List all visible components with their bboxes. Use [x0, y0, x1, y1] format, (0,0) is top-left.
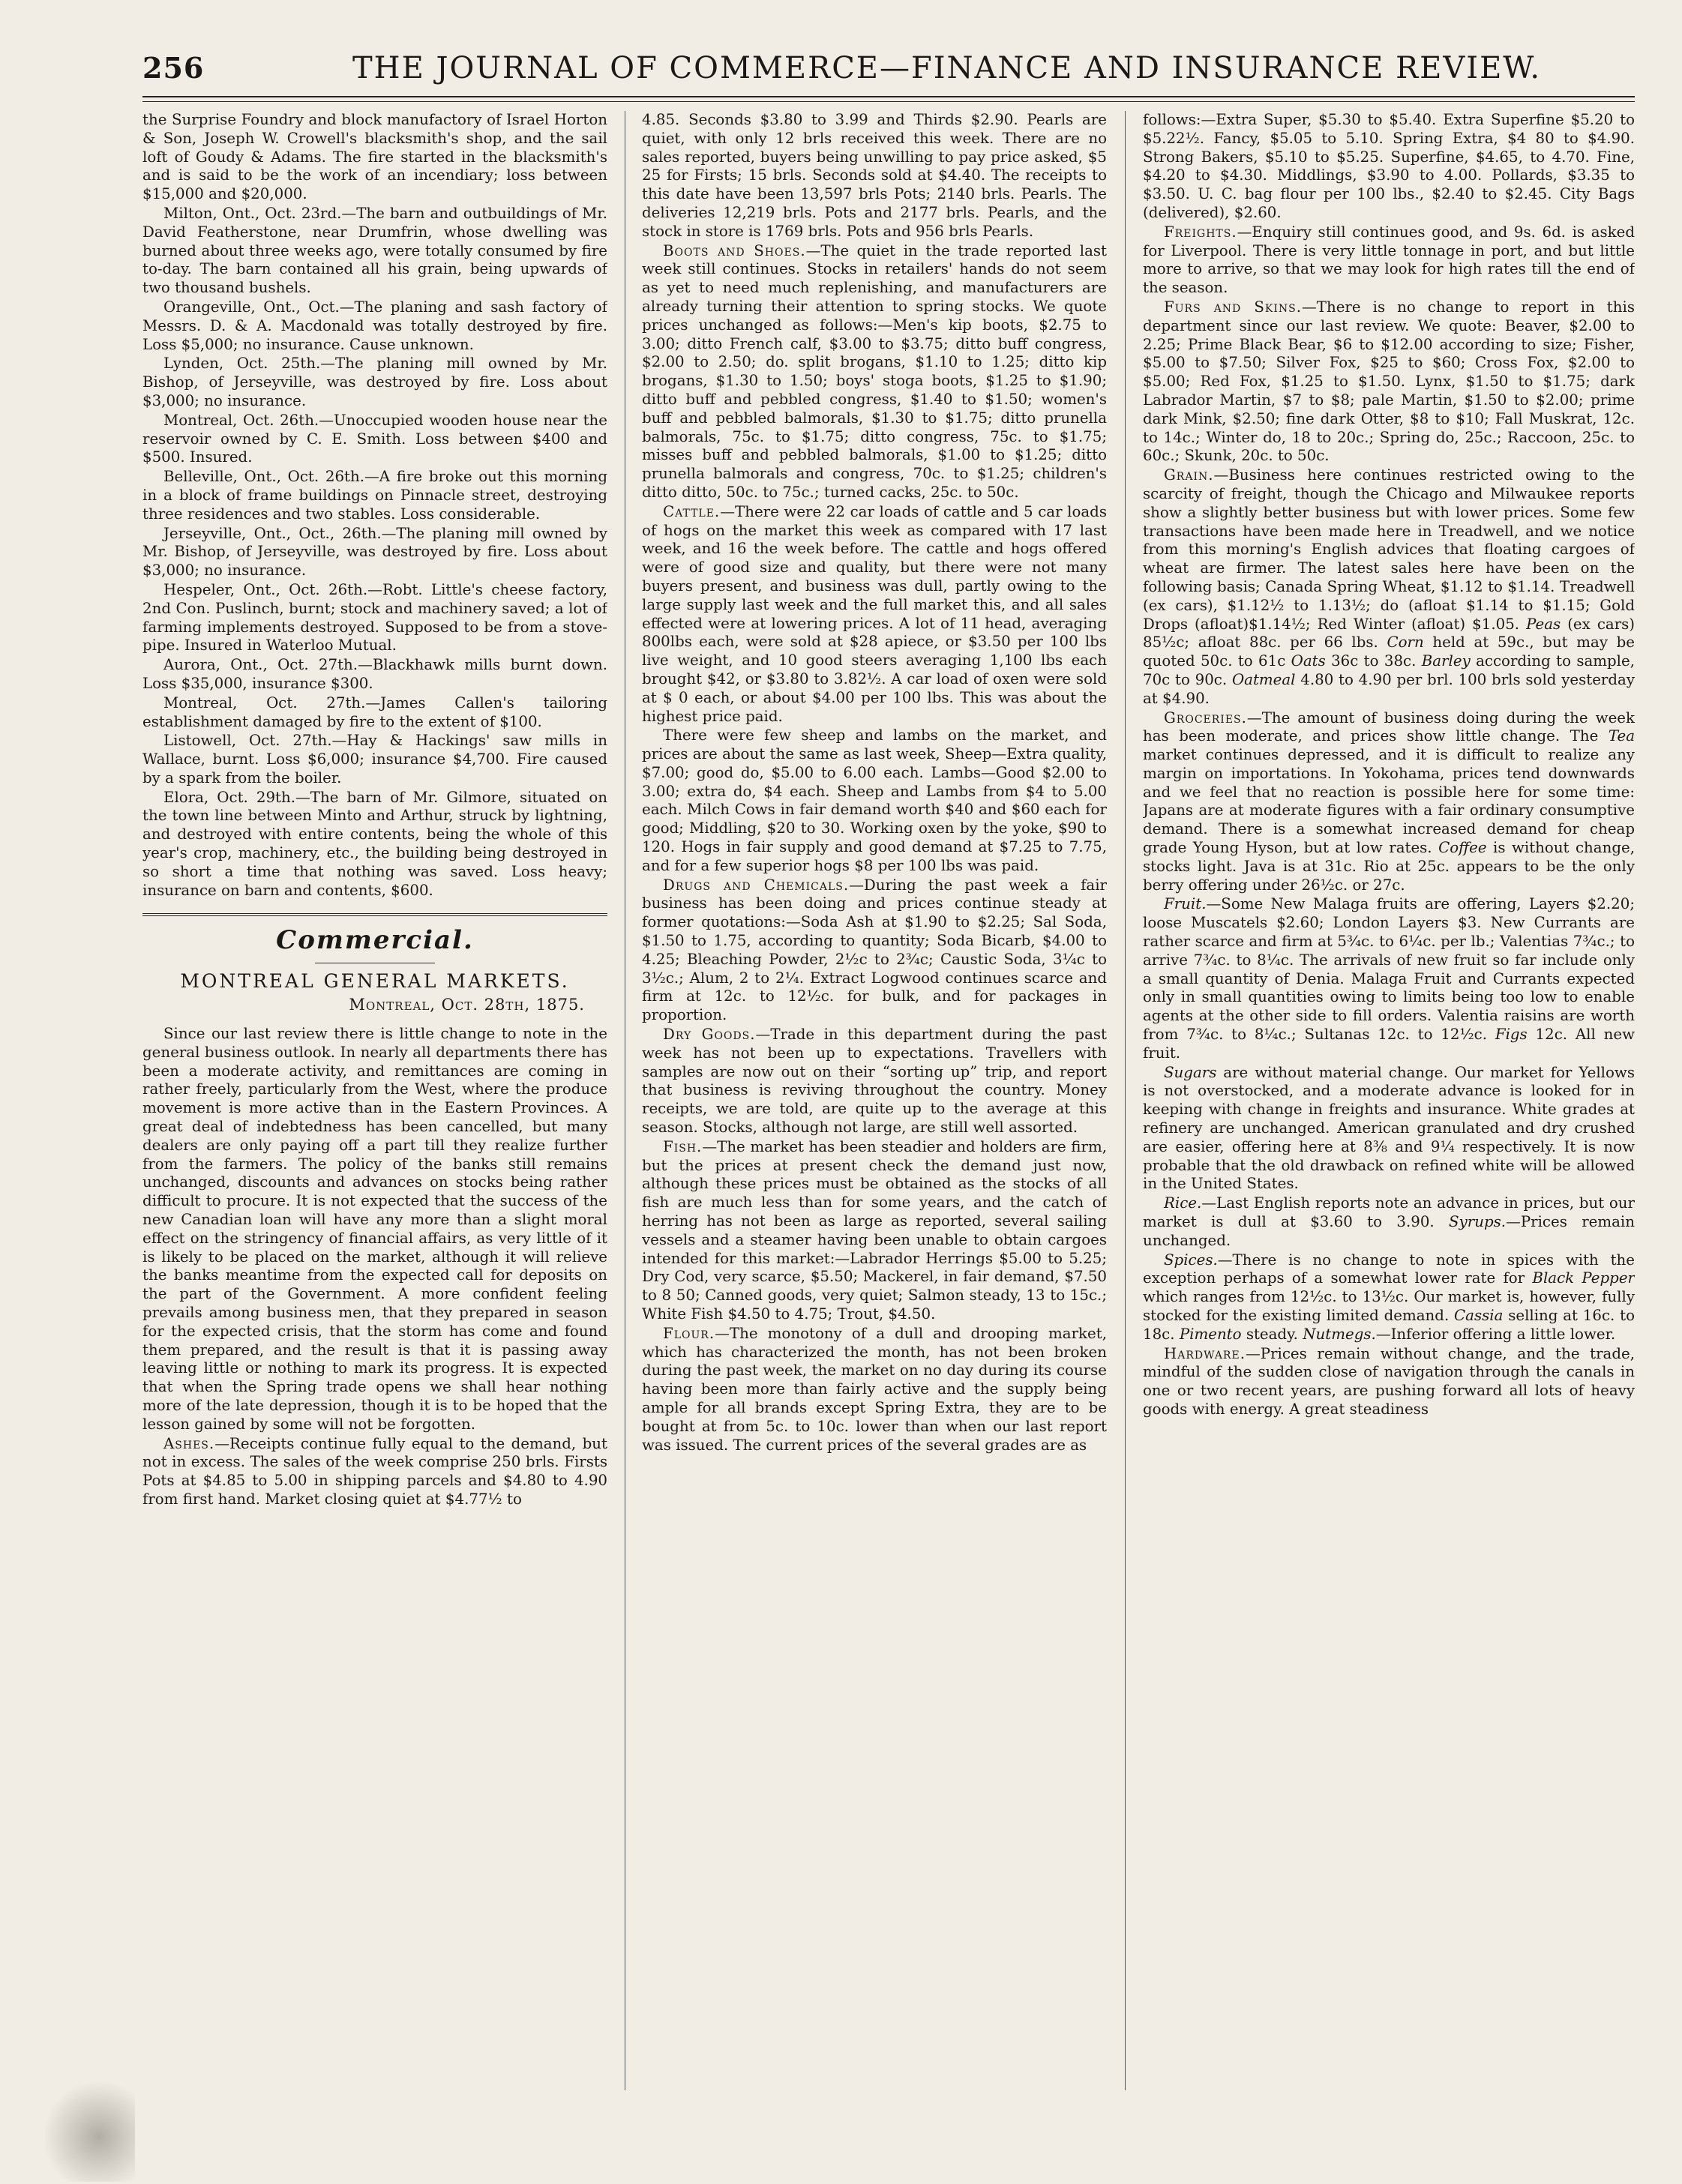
sheep-paragraph: There were few sheep and lambs on the market, and prices are about the same as last week, Sheep—Extra quality, $7.00; good do, $5.00 to 6.00 each. Lambs—Good $2.00 to 3.00; extra do, $4 each. Sheep and Lambs from $4 to 5.00 each. Milch Cows in fair demand worth $40 and $60 each for good; Middling, $20 to 30. Working oxen by the yoke, $90 to 120. Hogs in fair supply and good demand at $7.25 to 7.75, and for a few superior hogs $8 per 100 lbs was paid.: [642, 727, 1107, 874]
hardware-lead: Hardware.: [1164, 1344, 1246, 1362]
fire-report: Elora, Oct. 29th.—The barn of Mr. Gilmore, situated on the town line between Minto and Arthur, struck by lightning, and destroyed with entire contents, being the whole of this year's crop, machinery, etc., the building being destroyed in so short a time that nothing was saved. Loss heavy; insurance on barn and contents, $600.: [142, 788, 607, 899]
oatmeal-label: Oatmeal: [1231, 670, 1296, 688]
flour-paragraph: [642, 1325, 1107, 1455]
ashes-paragraph: [142, 1435, 607, 1509]
syrups-text: —Prices remain unchanged.: [1143, 1213, 1635, 1249]
grain-paragraph: [1143, 466, 1635, 708]
article-title: MONTREAL GENERAL MARKETS.: [180, 970, 570, 993]
furs-lead: Furs and Skins.: [1164, 298, 1302, 316]
rice-lead: Rice.: [1164, 1194, 1202, 1212]
dry-goods-text: —Trade in this department during the past week has not been up to expectations. Travellers with samples are now out on their “sorting up” trip, and report that business is reviving throughout the country. Money receipts, we are told, are quite up to the average at this season. Stocks, although not large, are still well assorted.: [642, 1026, 1107, 1137]
fruit-lead: Fruit.: [1164, 895, 1207, 913]
fire-report: Listowell, Oct. 27th.—Hay & Hackings' saw mills in Wallace, burnt. Loss $6,000; insurance $4,700. Fire caused by a spark from the boiler.: [142, 732, 607, 786]
boots-text: —The quiet in the trade reported last week still continues. Stocks in retailers' hands do not seem as yet to need much replenishing, and manufacturers are already turning their attention to spring stocks. We quote prices unchanged as follows:—Men's kip boots, $2.75 to 3.00; ditto French calf, $3.00 to $3.75; ditto buff congress, $2.00 to 2.50; do. split brogans, $1.10 to 1.25; ditto kip brogans, $1.30 to 1.50; boys' stoga boots, $1.25 to $1.90; ditto buff and pebbled congress, $1.40 to $1.50; women's buff and pebbled balmorals, $1.30 to $1.75; ditto prunella balmorals, 75c. to $1.75; ditto congress, 75c. to $1.75; misses buff and pebbled balmorals, $1.00 to $1.25; ditto prunella balmorals and congress, 70c. to $1.25; children's ditto ditto, 50c. to 75c.; turned cacks, 25c. to 50c.: [642, 241, 1107, 501]
furs-paragraph: [1143, 298, 1635, 466]
pimento-label: Pimento: [1179, 1325, 1242, 1343]
freights-paragraph: [1143, 223, 1635, 298]
fruit-text: —Some New Malaga fruits are offering, Layers $2.20; loose Muscatels $2.60; London Layers $3. New Currants are rather scarce and firm at 5¾c. to 6¼c. per lb.; Valentias 7¾c.; to arrive 7¾c. to 8¼c. The arrivals of new fruit so far include only a small quantity of Denia. Malaga Fruit and Currants expected only in small quantities owing to limits being too low to enable agents at the other side to fill orders. Valentia raisins are worth from 7¾c. to 8¼c.; Sultanas 12c. to 12½c.: [1143, 895, 1635, 1044]
ashes-text: —Receipts continue fully equal to the demand, but not in excess. The sales of the week comprise 250 brls. Firsts Pots at $4.85 to 5.00 in shipping parcels and $4.80 to 4.90 from first hand. Market closing quiet at $4.77½ to: [142, 1434, 607, 1508]
spices-text: selling at 16c. to 18c.: [1143, 1307, 1635, 1343]
black-pepper-label: Black Pepper: [1532, 1269, 1635, 1287]
section-divider: [142, 913, 607, 916]
sugars-text: are without material change. Our market for Yellows is not overstocked, and a moderate advance is looked for in keeping with change in freights and insurance. White grades at refinery are unchanged. American granulated and dry crushed are easier, offering here at 8⅜ and 9¼ respectively. It is now probable that the old drawback on refined white will be allowed in the United States.: [1143, 1063, 1635, 1193]
column-1: [142, 111, 607, 2150]
groceries-text: is without change, stocks light. Java is at 31c. Rio at 25c. appears to be the only berry offering under 26½c. or 27c.: [1143, 839, 1635, 894]
section-heading-commercial: Commercial.: [276, 925, 474, 956]
fish-lead: Fish.: [663, 1137, 703, 1155]
fire-report: Montreal, Oct. 27th.—James Callen's tailoring establishment damaged by fire to the extent of $100.: [142, 694, 607, 730]
nutmegs-label: Nutmegs.: [1303, 1325, 1376, 1343]
flour-lead: Flour.: [663, 1324, 715, 1342]
dry-goods-paragraph: [642, 1026, 1107, 1137]
fire-report: Aurora, Ont., Oct. 27th.—Blackhawk mills burnt down. Loss $35,000, insurance $300.: [142, 656, 607, 692]
grain-text: (ex cars) 85½c; afloat 88c. per 66 lbs.: [1143, 615, 1635, 652]
dateline: Montreal, Oct. 28th, 1875.: [349, 996, 585, 1014]
market-intro-paragraph: Since our last review there is little change to note in the general business outlook. In nearly all departments there has been a moderate activity, and remittances are coming in rather freely, particularly from the West, where the produce movement is more active than in the Eastern Provinces. A great deal of indebtedness has been cancelled, but many dealers are only paying off a part till they realize further from the farmers. The policy of the banks still remains unchanged, discounts and advances on stocks being rather difficult to procure. It is not expected that the success of the new Canadian loan will have any more than a slight moral effect on the stringency of financial affairs, as very little of it is likely to be placed on the market, although it will relieve the banks meantime from the expected call for deposits on the part of the Government. A more confident feeling prevails among business men, that they prepared in season for the expected crisis, that the storm has come and found them prepared, and the result is that it is passing away leaving little or nothing to mark its progress. It is expected that when the Spring trade opens we shall hear nothing more of the late depression, though it is to be hoped that the lesson gained by some will not be forgotten.: [142, 1025, 607, 1433]
furs-text: —There is no change to report in this department since our last review. We quote: Beaver, $2.00 to 2.25; Prime Black Bear, $6 to $12.00 according to size; Fisher, $5.00 to $7.50; Silver Fox, $25 to $60; Cross Fox, $2.00 to $5.00; Red Fox, $1.25 to $1.50. Lynx, $1.50 to $1.75; dark Labrador Martin, $7 to $8; pale Martin, $1.50 to $2.00; prime dark Mink, $2.50; fine dark Otter, $8 to $10; Fall Muskrat, 12c. to 14c.; Winter do, 18 to 20c.; Spring do, 25c.; Raccoon, 25c. to 60c.; Skunk, 20c. to 50c.: [1143, 298, 1635, 465]
cattle-paragraph: [642, 503, 1107, 727]
fire-report: Orangeville, Ont., Oct.—The planing and sash factory of Messrs. D. & A. Macdonald was totally destroyed by fire. Loss $5,000; no insurance. Cause unknown.: [142, 298, 607, 353]
grain-text: 36c to 38c.: [1325, 652, 1417, 670]
fish-text: —The market has been steadier and holders are firm, but the prices at present check the demand just now, although these prices must be obtained as the stocks of all fish are much less than for some years, and the catch of herring has not been as large as reported, several sailing vessels and a steamer having been unable to obtain cargoes intended for this market:—Labrador Herrings $5.00 to 5.25; Dry Cod, very scarce, $5.50; Mackerel, in fair demand, $7.50 to 8 50; Canned goods, very quiet; Salmon steady, 13 to 15c.; White Fish $4.50 to 4.75; Trout, $4.50.: [642, 1137, 1107, 1323]
hardware-paragraph: [1143, 1345, 1635, 1419]
running-title: THE JOURNAL OF COMMERCE—FINANCE AND INSURANCE REVIEW.: [352, 51, 1542, 85]
ashes-continued: 4.85. Seconds $3.80 to 3.99 and Thirds $2.90. Pearls are quiet, with only 12 brls received this week. There are no sales reported, buyers being unwilling to pay price asked, $5 25 for Firsts; 15 brls. Seconds sold at $4.40. The receipts to this date have been 13,597 brls Pots; 2140 brls. Pearls. The deliveries 12,219 brls. Pots and 2177 brls. Pearls, and the stock in store is 1769 brls. Pots and 956 brls Pearls.: [642, 111, 1107, 240]
cattle-text: —There were 22 car loads of cattle and 5 car loads of hogs on the market this week as compared with 17 last week, and 16 the week before. The cattle and hogs offered were of good size and quality, but there were not many buyers present, and business was dull, partly owing to the large supply last week and the full market this, and all sales effected were at lowering prices. A lot of 11 head, averaging 800lbs each, were sold at $28 apiece, or $3.50 per 100 lbs live weight, and 10 good steers averaging 1,100 lbs each brought $42, or $3.80 to 3.82½. A car load of oxen were sold at $ 0 each, or about $4.00 per 100 lbs. This was about the highest price paid.: [642, 502, 1107, 725]
spices-text: which ranges from 12½c. to 13½c. Our market is, however, fully stocked for the existing limited demand.: [1143, 1288, 1635, 1324]
grain-text: held at 59c., but may be quoted 50c. to 61c: [1143, 634, 1635, 670]
sugars-paragraph: [1143, 1064, 1635, 1194]
column-2: [642, 111, 1107, 2150]
fire-reports: [142, 111, 607, 900]
tea-label: Tea: [1608, 727, 1635, 745]
freights-text: —Enquiry still continues good, and 9s. 6d. is asked for Liverpool. There is very little tonnage in port, and but little more to arrive, so that we may look for high rates till the end of the season.: [1143, 223, 1635, 297]
page-number: 256: [142, 51, 205, 85]
fire-report: Jerseyville, Ont., Oct., 26th.—The planing mill owned by Mr. Bishop, of Jerseyville, was destroyed by fire. Loss about $3,000; no insurance.: [142, 524, 607, 580]
column-divider: [1125, 111, 1126, 2090]
boots-lead: Boots and Shoes.: [663, 241, 806, 259]
drugs-lead: Drugs and Chemicals.: [663, 876, 850, 894]
fruit-text: 12c. All new fruit.: [1143, 1026, 1635, 1062]
grain-text: —Business here continues restricted owing to the scarcity of freight, though the Chicago and Milwaukee reports show a slightly better business but with lower prices. Some few transactions have been made here in Treadwell, and we notice from this morning's English advices that floating cargoes of wheat are firmer. The latest sales here have been on the following basis; Canada Spring Wheat, $1.12 to $1.14. Treadwell (ex cars), $1.12½ to 1.13½; do (afloat $1.14 to $1.15; Gold Drops (afloat)$1.14½; Red Winter (afloat) $1.05.: [1143, 466, 1635, 633]
spices-paragraph: [1143, 1251, 1635, 1344]
freights-lead: Freights.: [1164, 223, 1237, 241]
groceries-text: —The amount of business doing during the week has been moderate, and prices show little change. The: [1143, 709, 1635, 745]
drugs-paragraph: [642, 876, 1107, 1025]
barley-label: Barley: [1421, 652, 1471, 670]
dry-goods-lead: Dry Goods.: [663, 1026, 756, 1044]
sugars-lead: Sugars: [1164, 1063, 1217, 1081]
grain-text: according to sample, 70c to 90c.: [1143, 652, 1635, 688]
figs-label: Figs: [1495, 1026, 1528, 1044]
fire-report: Hespeler, Ont., Oct. 26th.—Robt. Little's cheese factory, 2nd Con. Puslinch, burnt; stock and machinery saved; a lot of farming implements destroyed. Supposed to be from a stove-pipe. Insured in Waterloo Mutual.: [142, 580, 607, 655]
grain-text: 4.80 to 4.90 per brl. 100 brls sold yesterday at $4.90.: [1143, 670, 1635, 707]
spices-lead: Spices.: [1164, 1251, 1218, 1269]
coffee-label: Coffee: [1438, 839, 1487, 857]
ink-smudge: [45, 2069, 135, 2182]
peas-label: Peas: [1526, 615, 1561, 633]
syrups-lead: Syrups.: [1449, 1213, 1507, 1231]
flour-text: —The monotony of a dull and drooping market, which has characterized the month, has not been broken during the past week, the market on no day during its course having been more than fairly active and the supply being ample for all brands except Spring Extra, they are to be bought at from 5c. to 10c. lower than when our last report was issued. The current prices of the several grades are as: [642, 1324, 1107, 1454]
boots-shoes-paragraph: [642, 242, 1107, 502]
spices-text: steady.: [1241, 1325, 1298, 1343]
fruit-paragraph: [1143, 895, 1635, 1062]
fish-paragraph: [642, 1138, 1107, 1324]
fire-report: Milton, Ont., Oct. 23rd.—The barn and outbuildings of Mr. David Featherstone, near Drumfrin, whose dwelling was burned about three weeks ago, were totally consumed by fire to-day. The barn contained all his grain, being upwards of two thousand bushels.: [142, 204, 607, 297]
fire-report: Lynden, Oct. 25th.—The planing mill owned by Mr. Bishop, of Jerseyville, was destroyed by fire. Loss about $3,000; no insurance.: [142, 355, 607, 409]
spices-text: —There is no change to note in spices with the exception perhaps of a somewhat lower rate for: [1143, 1251, 1635, 1287]
flour-continued: follows:—Extra Super, $5.30 to $5.40. Extra Superfine $5.20 to $5.22½. Fancy, $5.05 to 5.10. Spring Extra, $4 80 to $4.90. Strong Bakers, $5.10 to $5.25. Superfine, $4.65, to 4.70. Fine, $4.20 to $4.30. Middlings, $3.90 to 4.00. Pollards, $3.35 to $3.50. U. C. bag flour per 100 lbs., $2.40 to $2.45. City Bags (delivered), $2.60.: [1143, 111, 1635, 221]
ashes-lead: Ashes.: [163, 1434, 215, 1452]
cattle-lead: Cattle.: [663, 502, 721, 520]
fire-report: Montreal, Oct. 26th.—Unoccupied wooden house near the reservoir owned by C. E. Smith. Loss between $400 and $500. Insured.: [142, 411, 607, 466]
header-rule: [142, 96, 1635, 102]
column-3: [1143, 111, 1635, 2150]
page-header: [142, 42, 1635, 87]
rice-text: —Last English reports note an advance in prices, but our market is dull at $3.60 to 3.90.: [1143, 1194, 1635, 1231]
cassia-label: Cassia: [1454, 1307, 1504, 1324]
drugs-text: —During the past week a fair business has been doing and prices continue steady at former quotations:—Soda Ash at $1.90 to $2.25; Sal Soda, $1.50 to 1.75, according to quantity; Soda Bicarb, $4.00 to 4.25; Bleaching Powder, 2½c to 2¾c; Caustic Soda, 3¼c to 3½c.; Alum, 2 to 2¼. Extract Logwood continues scarce and firm at 12c. to 12½c. for bulk, and for packages in proportion.: [642, 876, 1107, 1024]
fire-report: Belleville, Ont., Oct. 26th.—A fire broke out this morning in a block of frame buildings on Pinnacle street, destroying three residences and two stables. Loss considerable.: [142, 468, 607, 523]
grain-lead: Grain.: [1164, 466, 1214, 484]
rice-paragraph: [1143, 1194, 1635, 1250]
hardware-text: —Prices remain without change, and the trade, mindful of the sudden close of navigation through the canals in one or two recent years, are pushing forward all lots of heavy goods with energy. A great steadiness: [1143, 1344, 1635, 1418]
corn-label: Corn: [1387, 634, 1424, 652]
oats-label: Oats: [1291, 652, 1326, 670]
groceries-text: market continues depressed, and it is difficult to realize any margin on importations. In Yokohama, prices tend downwards and we feel that no reaction is possible here for some time: Japans are at moderate figures with a fair ordinary consumptive demand. There is a somewhat increased demand for cheap grade Young Hyson, but at low rates.: [1143, 746, 1635, 857]
spices-text: —Inferior offering a little lower.: [1375, 1325, 1616, 1343]
groceries-paragraph: [1143, 709, 1635, 895]
groceries-lead: Groceries.: [1164, 709, 1247, 727]
fire-report: the Surprise Foundry and block manufactory of Israel Horton & Son, Joseph W. Crowell's blacksmith's shop, and the sail loft of Goudy & Adams. The fire started in the blacksmith's and is said to be the work of an incendiary; loss between $15,000 and $20,000.: [142, 111, 607, 203]
